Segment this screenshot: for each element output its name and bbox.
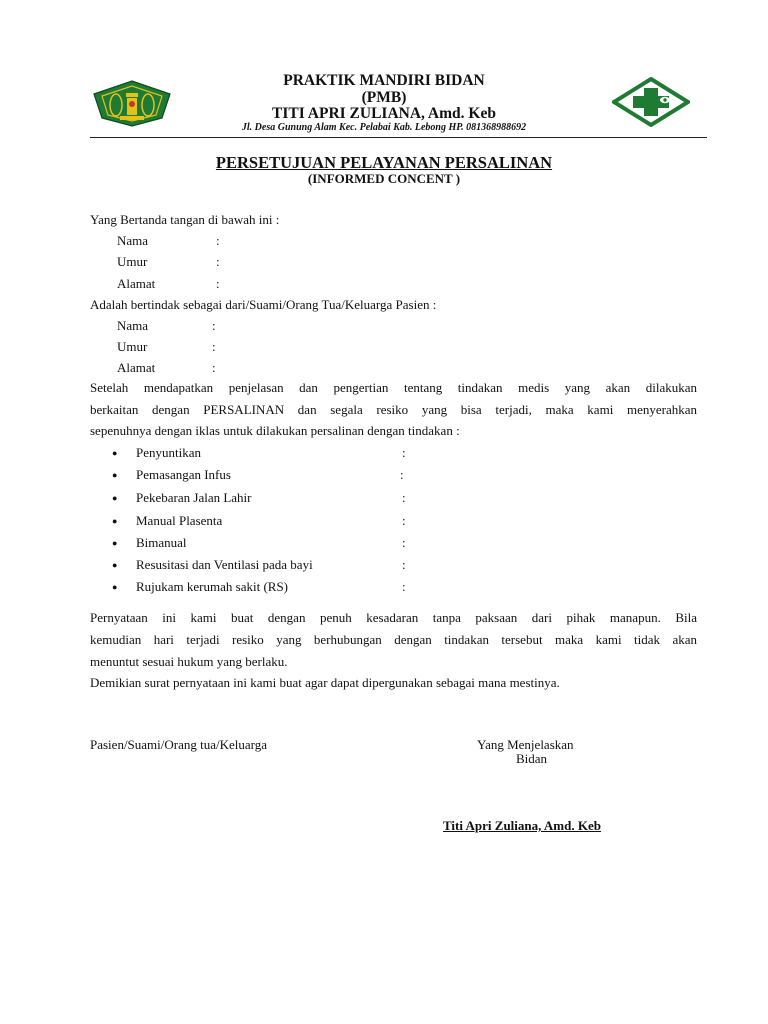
patient-address-colon: : (212, 360, 216, 375)
health-cross-logo (612, 77, 690, 127)
procedure-colon: : (402, 579, 406, 594)
document-subtitle: (INFORMED CONCENT ) (307, 171, 461, 186)
explainer-role: Bidan (516, 751, 548, 766)
procedure-bullet: ● (112, 516, 118, 526)
acting-as-line: Adalah bertindak sebagai dari/Suami/Orang Tua/Keluarga Pasien : (90, 297, 437, 312)
explainer-signature-label: Yang Menjelaskan (477, 737, 574, 752)
patient-address-label: Alamat (117, 360, 156, 375)
clinic-address: Jl. Desa Gunung Alam Kec. Pelabai Kab. Lebong HP. 081368988692 (241, 122, 527, 133)
statement-line-2: kemudian hari terjadi resiko yang berhubungan dengan tindakan tersebut maka kami tidak akan (90, 632, 697, 647)
procedure-colon: : (402, 490, 406, 505)
clinic-abbreviation: (PMB) (361, 89, 407, 106)
explanation-line-3: sepenuhnya dengan iklas untuk dilakukan persalinan dengan tindakan : (90, 423, 460, 438)
procedure-colon: : (402, 445, 406, 460)
signer-age-colon: : (216, 254, 220, 269)
patient-age-label: Umur (117, 339, 148, 354)
signer-address-colon: : (216, 276, 220, 291)
procedure-bullet: ● (112, 582, 118, 592)
procedure-label: Manual Plasenta (136, 513, 223, 528)
patient-signature-label: Pasien/Suami/Orang tua/Keluarga (90, 737, 268, 752)
statement-line-1: Pernyataan ini kami buat dengan penuh kesadaran tanpa paksaan dari pihak manapun. Bila (90, 610, 697, 625)
procedure-colon: : (402, 513, 406, 528)
procedure-bullet: ● (112, 448, 118, 458)
procedure-label: Bimanual (136, 535, 187, 550)
statement-line-3: menuntut sesuai hukum yang berlaku. (90, 654, 288, 669)
patient-age-colon: : (212, 339, 216, 354)
signer-name-label: Nama (117, 233, 149, 248)
patient-name-label: Nama (117, 318, 149, 333)
signer-age-label: Umur (117, 254, 148, 269)
procedure-colon: : (400, 467, 404, 482)
explanation-line-2: berkaitan dengan PERSALINAN dan segala resiko yang bisa terjadi, maka kami menyerahkan (90, 402, 697, 417)
closing-line: Demikian surat pernyataan ini kami buat agar dapat dipergunakan sebagai mana mestinya. (90, 675, 560, 690)
procedure-colon: : (402, 535, 406, 550)
intro-line: Yang Bertanda tangan di bawah ini : (90, 212, 280, 227)
midwife-name: TITI APRI ZULIANA, Amd. Keb (272, 105, 496, 122)
document-title (0, 153, 768, 173)
clinic-name: PRAKTIK MANDIRI BIDAN (283, 72, 485, 89)
signer-name-colon: : (216, 233, 220, 248)
document-title-text: PERSETUJUAN PELAYANAN PERSALINAN (215, 153, 553, 172)
procedure-bullet: ● (112, 470, 118, 480)
procedure-bullet: ● (112, 538, 118, 548)
header-divider (90, 137, 707, 138)
procedure-label: Rujukam kerumah sakit (RS) (136, 579, 289, 594)
procedure-bullet: ● (112, 493, 118, 503)
procedure-bullet: ● (112, 560, 118, 570)
explanation-line-1: Setelah mendapatkan penjelasan dan pengertian tentang tindakan medis yang akan dilakukan (90, 380, 697, 395)
procedure-label: Resusitasi dan Ventilasi pada bayi (136, 557, 313, 572)
procedure-label: Penyuntikan (136, 445, 201, 460)
patient-name-colon: : (212, 318, 216, 333)
procedure-label: Pemasangan Infus (136, 467, 231, 482)
procedure-colon: : (402, 557, 406, 572)
midwife-signature-name: Titi Apri Zuliana, Amd. Keb (443, 818, 601, 833)
procedure-label: Pekebaran Jalan Lahir (136, 490, 252, 505)
signer-address-label: Alamat (117, 276, 156, 291)
